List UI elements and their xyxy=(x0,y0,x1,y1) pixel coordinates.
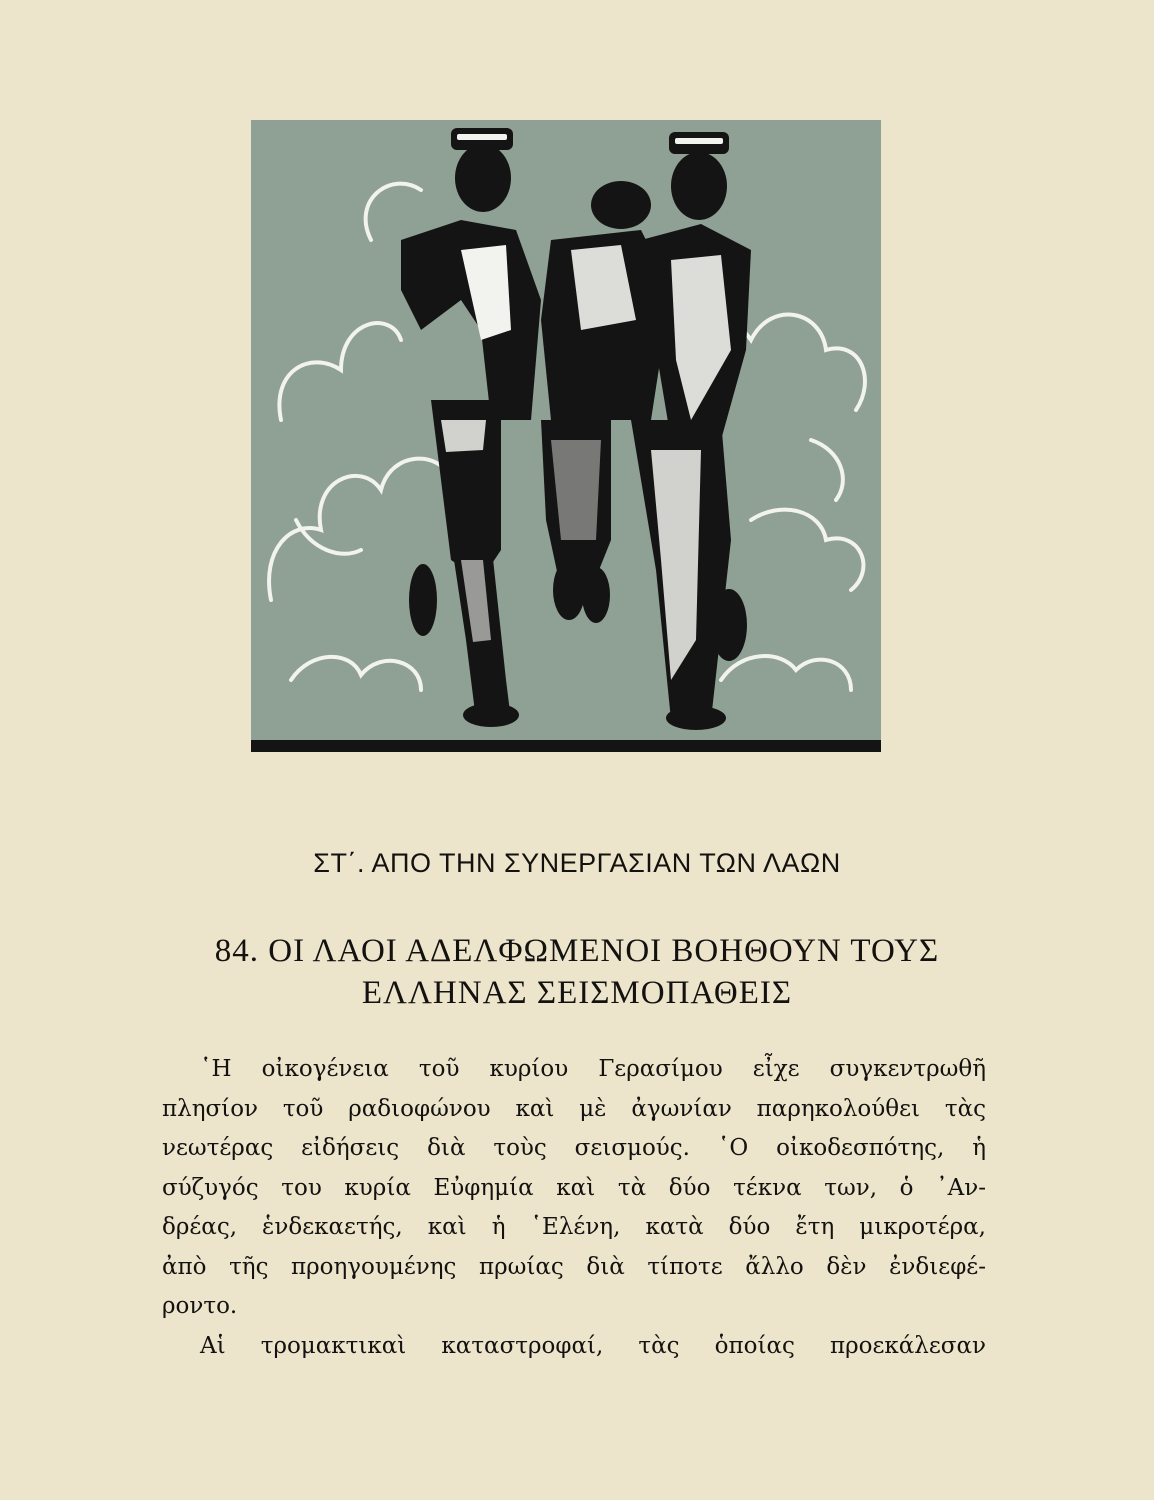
body-line: Αἱ τρομακτικαὶ καταστροφαί, τὰς ὁποίας προεκάλεσαν xyxy=(200,1332,986,1359)
body-line: πλησίον τοῦ ραδιοφώνου καὶ μὲ ἀγωνίαν παρηκολούθει τὰς xyxy=(162,1095,986,1122)
body-line: σύζυγός του κυρία Εὐφημία καὶ τὰ δύο τέκνα των, ὁ ᾿Αν- xyxy=(162,1174,986,1201)
body-line: ροντο. xyxy=(162,1293,238,1319)
section-caption: ΣΤ΄. ΑΠΟ ΤΗΝ ΣΥΝΕΡΓΑΣΙΑΝ ΤΩΝ ΛΑΩΝ xyxy=(313,848,841,878)
body-paragraphs xyxy=(162,1050,986,1366)
body-line: ἀπὸ τῆς προηγουμένης πρωίας διὰ τίποτε ἄλλο δὲν ἐνδιεφέ- xyxy=(162,1253,986,1280)
woodcut-sailors-carrying-man-icon xyxy=(251,120,881,752)
chapter-title-line-2: ΕΛΛΗΝΑΣ ΣΕΙΣΜΟΠΑΘΕΙΣ xyxy=(361,975,793,1011)
body-line: δρέας, ἑνδεκαετής, καὶ ἡ ῾Ελένη, κατὰ δύο ἔτη μικροτέρα, xyxy=(162,1214,986,1240)
chapter-title-line-1: 84. ΟΙ ΛΑΟΙ ΑΔΕΛΦΩΜΕΝΟΙ ΒΟΗΘΟΥΝ ΤΟΥΣ xyxy=(214,933,940,969)
body-line: νεωτέρας εἰδήσεις διὰ τοὺς σεισμούς. ῾Ο οἰκοδεσπότης, ἡ xyxy=(162,1135,986,1161)
woodcut-illustration xyxy=(251,120,881,752)
body-line: ῾Η οἰκογένεια τοῦ κυρίου Γερασίμου εἶχε συγκεντρωθῆ xyxy=(200,1056,986,1082)
chapter-title xyxy=(0,930,1154,1014)
